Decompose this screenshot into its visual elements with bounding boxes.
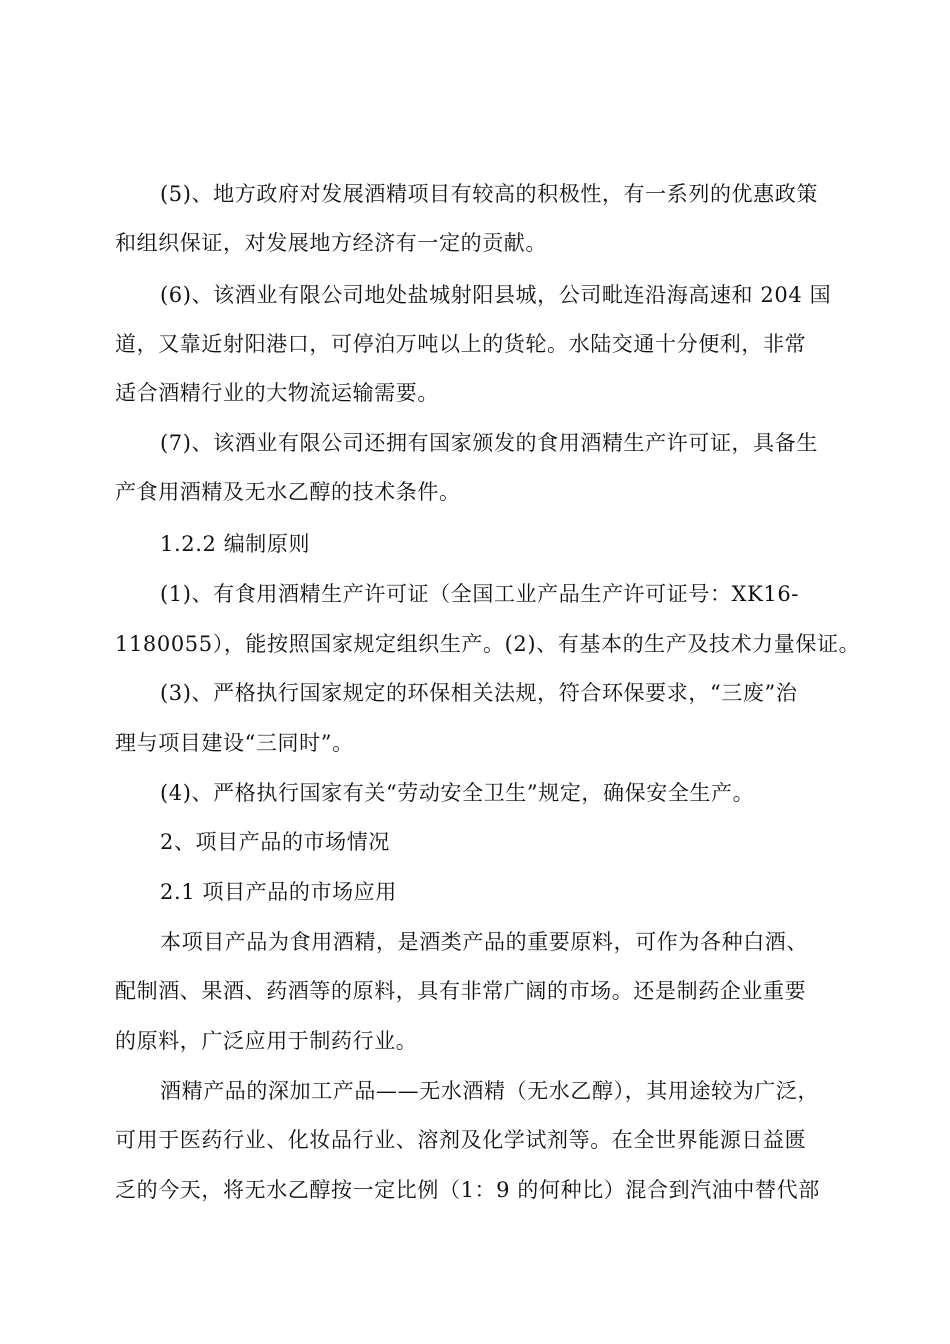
principle-3-line-2: 理与项目建设“三同时”。 bbox=[115, 731, 354, 755]
section-heading-2-1: 2.1 项目产品的市场应用 bbox=[160, 880, 397, 904]
market-paragraph-2-line-1: 酒精产品的深加工产品——无水酒精（无水乙醇），其用途较为广泛， bbox=[160, 1079, 820, 1103]
paragraph-6-line-1: (6)、该酒业有限公司地处盐城射阳县城，公司毗连沿海高速和 204 国 bbox=[160, 283, 832, 307]
paragraph-5-line-1: (5)、地方政府对发展酒精项目有较高的积极性，有一系列的优惠政策 bbox=[160, 182, 818, 206]
paragraph-7-line-1: (7)、该酒业有限公司还拥有国家颁发的食用酒精生产许可证，具备生 bbox=[160, 431, 818, 455]
principle-4-line: (4)、严格执行国家有关“劳动安全卫生”规定，确保安全生产。 bbox=[160, 781, 755, 805]
market-paragraph-2-line-2: 可用于医药行业、化妆品行业、溶剂及化学试剂等。在全世界能源日益匮 bbox=[115, 1128, 807, 1152]
section-heading-1-2-2: 1.2.2 编制原则 bbox=[160, 532, 311, 556]
market-paragraph-1-line-2: 配制酒、果酒、药酒等的原料，具有非常广阔的市场。还是制药企业重要 bbox=[115, 979, 807, 1003]
paragraph-5-line-2: 和组织保证，对发展地方经济有一定的贡献。 bbox=[115, 231, 547, 255]
market-paragraph-1-line-1: 本项目产品为食用酒精，是酒类产品的重要原料，可作为各种白酒、 bbox=[160, 930, 808, 954]
principle-3-line-1: (3)、严格执行国家规定的环保相关法规，符合环保要求，“三废”治 bbox=[160, 681, 798, 705]
principle-1-line-2: 1180055），能按照国家规定组织生产。(2)、有基本的生产及技术力量保证。 bbox=[115, 632, 861, 656]
paragraph-6-line-3: 适合酒精行业的大物流运输需要。 bbox=[115, 381, 439, 405]
paragraph-7-line-2: 产食用酒精及无水乙醇的技术条件。 bbox=[115, 480, 461, 504]
paragraph-6-line-2: 道，又靠近射阳港口，可停泊万吨以上的货轮。水陆交通十分便利，非常 bbox=[115, 332, 807, 356]
market-paragraph-2-line-3: 乏的今天，将无水乙醇按一定比例（1：9 的何种比）混合到汽油中替代部 bbox=[115, 1178, 820, 1202]
principle-1-line-1: (1)、有食用酒精生产许可证（全国工业产品生产许可证号：XK16- bbox=[160, 582, 800, 606]
section-heading-2: 2、项目产品的市场情况 bbox=[160, 830, 390, 854]
market-paragraph-1-line-3: 的原料，广泛应用于制药行业。 bbox=[115, 1029, 418, 1053]
